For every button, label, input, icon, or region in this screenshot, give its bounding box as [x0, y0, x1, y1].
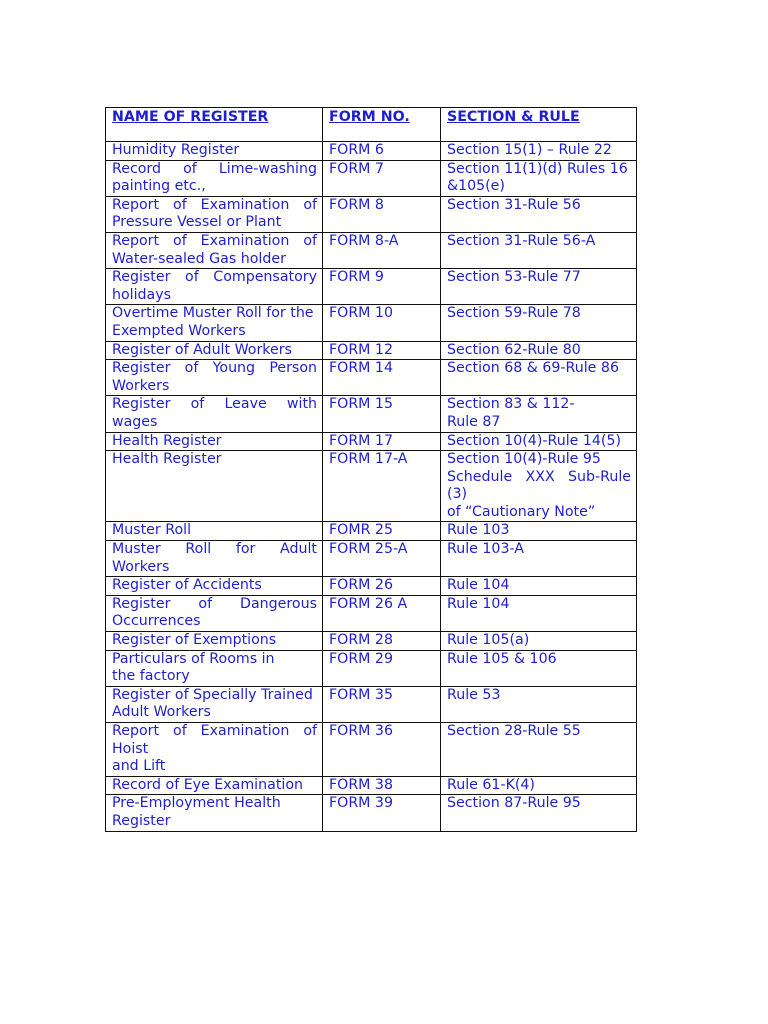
form-number-cell — [323, 632, 441, 651]
register-name-cell-text: Muster Roll — [112, 522, 192, 539]
form-number-cell — [323, 686, 441, 722]
section-rule-cell — [441, 432, 637, 451]
register-name-cell — [106, 541, 323, 577]
register-name-cell — [106, 595, 323, 631]
form-number-cell — [323, 451, 441, 522]
form-number-cell-text: FORM 15 — [329, 396, 393, 413]
form-number-cell — [323, 432, 441, 451]
section-rule-cell-text: Rule 53 — [447, 686, 501, 703]
form-number-cell-text: FORM 35 — [329, 686, 393, 703]
register-name-cell-text: Pre-Employment Health Register — [112, 795, 281, 829]
section-rule-cell-text: Rule 103 — [447, 522, 510, 539]
register-name-cell-text: Muster Roll for Adult Workers — [112, 541, 317, 575]
table-row — [106, 776, 637, 795]
register-name-cell — [106, 432, 323, 451]
form-number-cell — [323, 650, 441, 686]
register-name-cell — [106, 451, 323, 522]
section-rule-cell-text: Section 31-Rule 56 — [447, 196, 581, 213]
form-number-cell — [323, 795, 441, 831]
table-body — [106, 142, 637, 832]
form-number-cell-text: FORM 17-A — [329, 451, 408, 468]
form-number-cell — [323, 595, 441, 631]
register-name-cell-text: Report of Examination of Water-sealed Gas holder — [112, 232, 317, 267]
form-number-cell-text: FORM 17 — [329, 432, 393, 449]
form-number-cell — [323, 360, 441, 396]
table-row — [106, 451, 637, 522]
table-row — [106, 269, 637, 305]
section-rule-cell-text: Section 10(4)-Rule 14(5) — [447, 432, 622, 449]
register-name-cell — [106, 232, 323, 268]
section-rule-cell — [441, 541, 637, 577]
register-name-cell — [106, 522, 323, 541]
table-row — [106, 522, 637, 541]
section-rule-cell-text: Section 11(1)(d) Rules 16 &105(e) — [447, 160, 628, 195]
form-number-cell-text: FORM 8-A — [329, 232, 399, 249]
section-rule-cell-text: Section 28-Rule 55 — [447, 723, 581, 739]
register-name-cell-text: Register of Young Person Workers — [112, 360, 317, 394]
register-name-cell — [106, 360, 323, 396]
section-rule-cell-text: Section 68 & 69-Rule 86 — [447, 360, 619, 377]
table-row — [106, 305, 637, 341]
section-rule-cell-text: Section 10(4)-Rule 95 Schedule XXX Sub-Rule (3) of “Cautionary Note” — [447, 451, 631, 520]
register-name-cell-text: Record of Lime-washing painting etc., — [112, 160, 317, 195]
register-name-cell-text: Record of Eye Examination — [112, 776, 303, 793]
register-name-cell — [106, 686, 323, 722]
form-number-cell — [323, 396, 441, 432]
section-rule-cell-text: Rule 105 & 106 — [447, 650, 557, 667]
section-rule-cell-text: Rule 103-A — [447, 541, 524, 558]
form-number-cell — [323, 232, 441, 268]
section-rule-cell — [441, 686, 637, 722]
register-name-cell-text: Register of Specially Trained Adult Workers — [112, 686, 313, 721]
form-number-cell-text: FORM 8 — [329, 196, 384, 213]
table-row — [106, 360, 637, 396]
register-name-cell — [106, 632, 323, 651]
register-name-cell — [106, 160, 323, 196]
header-form-no: FORM NO. — [323, 108, 441, 142]
register-name-cell-text: Report of Examination of Pressure Vessel or Plant — [112, 196, 317, 231]
table-row — [106, 650, 637, 686]
register-name-cell — [106, 795, 323, 831]
form-number-cell-text: FORM 7 — [329, 160, 384, 177]
table-row — [106, 686, 637, 722]
section-rule-cell — [441, 632, 637, 651]
section-rule-cell — [441, 723, 637, 777]
form-number-cell-text: FORM 10 — [329, 305, 393, 322]
table-row — [106, 160, 637, 196]
register-name-cell-text: Health Register — [112, 432, 222, 449]
table-row — [106, 341, 637, 360]
section-rule-cell-text: Section 83 & 112- Rule 87 — [447, 396, 575, 430]
header-row — [106, 108, 637, 142]
section-rule-cell-text: Rule 105(a) — [447, 632, 530, 649]
form-number-cell — [323, 522, 441, 541]
table-row — [106, 432, 637, 451]
section-rule-cell — [441, 595, 637, 631]
section-rule-cell — [441, 160, 637, 196]
form-number-cell-text: FORM 36 — [329, 723, 393, 739]
form-number-cell-text: FORM 6 — [329, 142, 384, 158]
section-rule-cell — [441, 341, 637, 360]
form-number-cell — [323, 196, 441, 232]
form-number-cell-text: FORM 9 — [329, 269, 384, 286]
form-number-cell-text: FORM 14 — [329, 360, 393, 377]
form-number-cell — [323, 541, 441, 577]
register-name-cell-text: Register of Exemptions — [112, 632, 277, 649]
register-name-cell — [106, 305, 323, 341]
header-section-and-rule: SECTION & RULE — [441, 108, 637, 142]
form-number-cell — [323, 577, 441, 596]
form-number-cell-text: FORM 25-A — [329, 541, 408, 558]
form-number-cell-text: FORM 28 — [329, 632, 393, 649]
table-row — [106, 632, 637, 651]
form-number-cell — [323, 160, 441, 196]
register-name-cell-text: Register of Dangerous Occurrences — [112, 595, 317, 630]
form-number-cell — [323, 269, 441, 305]
section-rule-cell — [441, 577, 637, 596]
section-rule-cell — [441, 360, 637, 396]
register-name-cell — [106, 723, 323, 777]
register-name-cell — [106, 341, 323, 360]
table-row — [106, 723, 637, 777]
section-rule-cell — [441, 650, 637, 686]
form-number-cell-text: FOMR 25 — [329, 522, 393, 539]
register-name-cell — [106, 776, 323, 795]
section-rule-cell-text: Rule 61-K(4) — [447, 776, 535, 793]
header-name-of-register: NAME OF REGISTER — [106, 108, 323, 142]
register-name-cell — [106, 396, 323, 432]
form-number-cell — [323, 723, 441, 777]
section-rule-cell-text: Section 31-Rule 56-A — [447, 232, 596, 249]
table-row — [106, 196, 637, 232]
register-name-cell-text: Overtime Muster Roll for the Exempted Workers — [112, 305, 314, 339]
section-rule-cell — [441, 776, 637, 795]
form-number-cell — [323, 341, 441, 360]
form-number-cell-text: FORM 26 A — [329, 595, 408, 612]
table-row — [106, 595, 637, 631]
section-rule-cell — [441, 269, 637, 305]
form-number-cell — [323, 776, 441, 795]
table-row — [106, 396, 637, 432]
section-rule-cell — [441, 451, 637, 522]
register-table — [105, 107, 637, 832]
form-number-cell — [323, 142, 441, 161]
register-name-cell-text: Health Register — [112, 451, 222, 468]
register-name-cell — [106, 196, 323, 232]
register-name-cell-text: Report of Examination of Hoist and Lift — [112, 723, 317, 775]
register-name-cell — [106, 269, 323, 305]
section-rule-cell — [441, 305, 637, 341]
section-rule-cell-text: Rule 104 — [447, 595, 510, 612]
register-name-cell — [106, 577, 323, 596]
register-name-cell-text: Humidity Register — [112, 142, 240, 158]
form-number-cell-text: FORM 39 — [329, 795, 393, 812]
section-rule-cell — [441, 142, 637, 161]
section-rule-cell — [441, 196, 637, 232]
register-name-cell-text: Register of Compensatory holidays — [112, 269, 317, 303]
section-rule-cell — [441, 232, 637, 268]
register-name-cell — [106, 142, 323, 161]
section-rule-cell-text: Section 87-Rule 95 — [447, 795, 581, 812]
table-row — [106, 795, 637, 831]
register-name-cell-text: Particulars of Rooms in the factory — [112, 650, 275, 685]
section-rule-cell-text: Section 59-Rule 78 — [447, 305, 581, 322]
table-row — [106, 541, 637, 577]
section-rule-cell-text: Section 62-Rule 80 — [447, 341, 581, 358]
form-number-cell-text: FORM 38 — [329, 776, 393, 793]
form-number-cell-text: FORM 12 — [329, 341, 393, 358]
section-rule-cell — [441, 522, 637, 541]
register-name-cell — [106, 650, 323, 686]
form-number-cell-text: FORM 26 — [329, 577, 393, 594]
section-rule-cell — [441, 396, 637, 432]
section-rule-cell-text: Rule 104 — [447, 577, 510, 594]
table-row — [106, 577, 637, 596]
section-rule-cell-text: Section 15(1) – Rule 22 — [447, 142, 612, 158]
form-number-cell — [323, 305, 441, 341]
form-number-cell-text: FORM 29 — [329, 650, 393, 667]
register-name-cell-text: Register of Adult Workers — [112, 341, 292, 358]
table-row — [106, 232, 637, 268]
section-rule-cell-text: Section 53-Rule 77 — [447, 269, 581, 286]
register-name-cell-text: Register of Accidents — [112, 577, 262, 594]
register-name-cell-text: Register of Leave with wages — [112, 396, 317, 430]
table-row — [106, 142, 637, 161]
section-rule-cell — [441, 795, 637, 831]
